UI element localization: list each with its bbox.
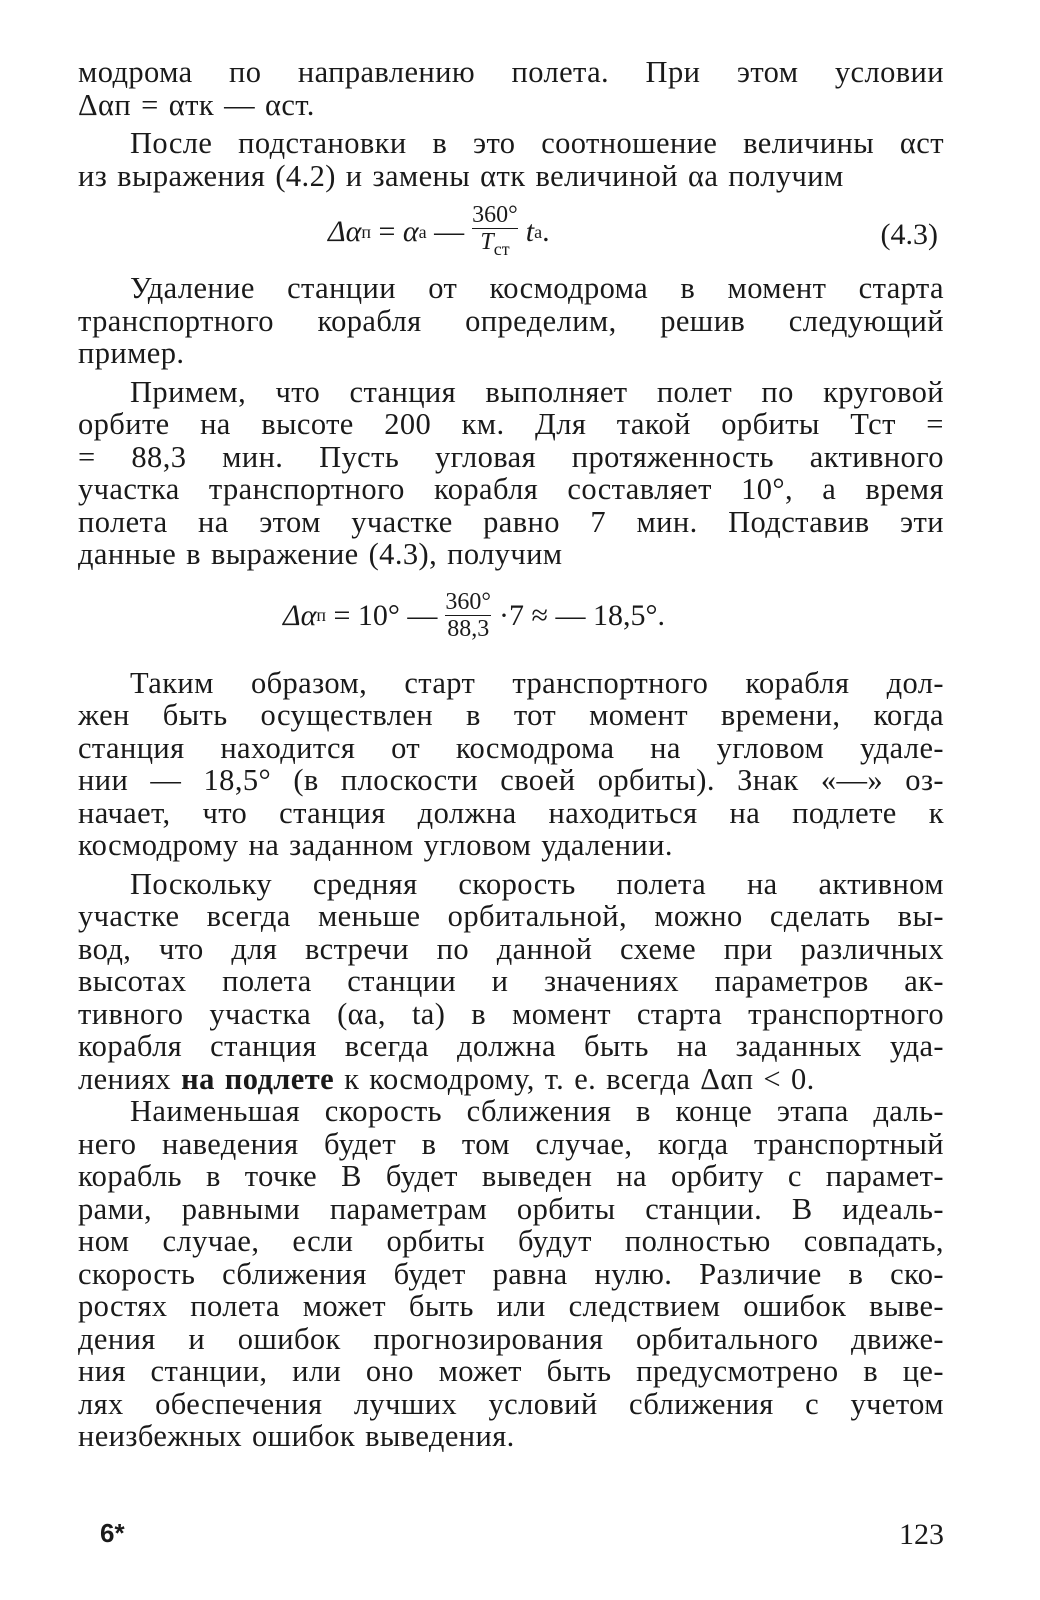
text-line: начает, что станция должна находиться на подлете к — [78, 795, 944, 830]
text-line: Наименьшая скорость сближения в конце этапа даль- — [130, 1094, 944, 1128]
text-line: жен быть осуществлен в тот момент времени, когда — [78, 698, 944, 732]
text-line: Таким образом, старт транспортного корабля дол- — [130, 665, 944, 700]
text-line: дения и ошибок прогнозирования орбитального движе- — [78, 1321, 944, 1356]
formula-4-3: Δα п = α а — $\frac{360^\circ}{T_{ст}}$ t а . (4.3) — [328, 202, 938, 259]
text-line: станция находится от космодрома на угловом удале- — [78, 730, 944, 765]
text-line: = 88,3 мин. Пусть угловая протяженность активного — [78, 439, 944, 474]
text-line: корабль в точке B будет выведен на орбиту с парамет- — [78, 1159, 944, 1193]
text-line: лях обеспечения лучших условий сближения с учетом — [78, 1386, 944, 1421]
text-line: рами, равными параметрам орбиты станции. В идеаль- — [78, 1191, 944, 1226]
text-line: скорость сближения будет равна нулю. Различие в ско- — [78, 1256, 944, 1291]
formula-example: Δα п = 10° — $\frac{360^\circ}{88,3}$ ·7 ≈ — 18,5°. — [283, 589, 665, 642]
text-line: нии — 18,5° (в плоскости своей орбиты). Знак «—» оз- — [78, 763, 944, 797]
paragraph — [78, 127, 944, 192]
page-footer — [100, 1518, 944, 1552]
text-line: модрома по направлению полета. При этом условии — [78, 55, 944, 89]
text-line: Удаление станции от космодрома в момент старта — [130, 271, 944, 305]
text-line: участка транспортного корабля составляет 10°, а время — [78, 472, 944, 506]
paragraph — [78, 667, 944, 862]
text-line: ном случае, если орбиты будут полностью совпадать, — [78, 1224, 944, 1258]
text-line: неизбежных ошибок выведения. — [78, 1419, 515, 1453]
text-line: полета на этом участке равно 7 мин. Подставив эти — [78, 504, 944, 539]
signature-mark: 6* — [100, 1518, 125, 1548]
text-line: него наведения будет в том случае, когда транспортный — [78, 1126, 944, 1161]
text-line: ростях полета может быть или следствием ошибок выве- — [78, 1289, 944, 1323]
text-line: После подстановки в это соотношение величины αст — [130, 126, 944, 160]
text-line: лениях на подлете к космодрому, т. е. всегда Δαп < 0. — [78, 1061, 815, 1096]
paragraph — [78, 56, 944, 121]
paragraph — [78, 868, 944, 1096]
text-line: Поскольку средняя скорость полета на активном — [130, 866, 944, 901]
text-line: из выражения (4.2) и замены αтк величиной αа получим — [78, 158, 844, 193]
text-flow — [78, 56, 944, 1453]
text-line: тивного участка (αа, tа) в момент старта транспортного — [78, 996, 944, 1031]
page-content — [78, 56, 944, 1453]
page-number: 123 — [899, 1518, 944, 1551]
paragraph — [78, 376, 944, 571]
text-line: пример. — [78, 336, 185, 370]
text-line: транспортного корабля определим, решив следующий — [78, 303, 944, 338]
text-line: Δαп = αтк — αст. — [78, 87, 315, 122]
text-line: ния станции, или оно может быть предусмотрено в це- — [78, 1354, 944, 1388]
text-line: высотах полета станции и значениях параметров ак- — [78, 964, 944, 998]
text-line: участке всегда меньше орбитальной, можно сделать вы- — [78, 899, 944, 933]
text-line: корабля станция всегда должна быть на заданных уда- — [78, 1029, 944, 1063]
text-line: вод, что для встречи по данной схеме при различных — [78, 931, 944, 966]
text-line: космодрому на заданном угловом удалении. — [78, 828, 673, 862]
equation-number: (4.3) — [880, 218, 938, 251]
paragraph — [78, 1095, 944, 1453]
text-line: Примем, что станция выполняет полет по круговой — [130, 374, 944, 409]
paragraph — [78, 272, 944, 370]
text-line: орбите на высоте 200 км. Для такой орбиты Тст = — [78, 407, 944, 441]
text-line: данные в выражение (4.3), получим — [78, 537, 563, 571]
